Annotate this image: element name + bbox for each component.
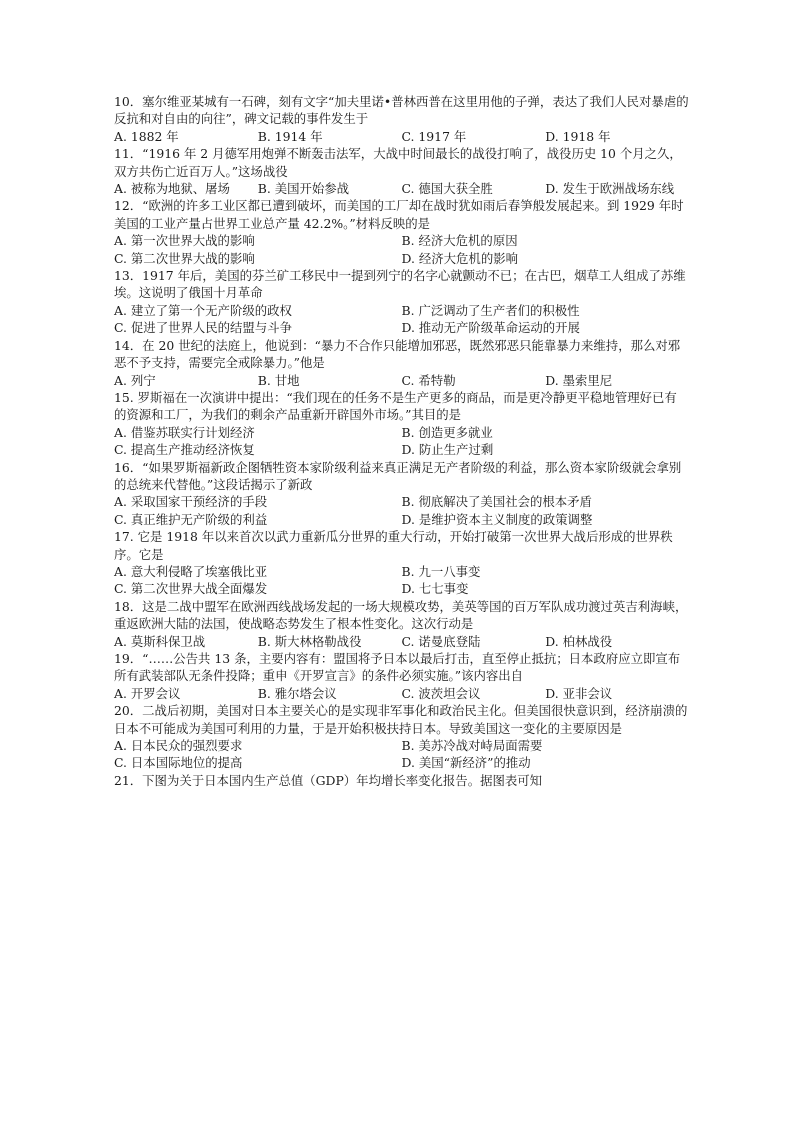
question-stem: 10．塞尔维亚某城有一石碑，刻有文字“加夫里诺•普林西普在这里用他的子弹，表达了我们人民对暴虐的反抗和对自由的向往”，碑文记载的事件发生于: [114, 94, 689, 127]
option-d: D. 柏林战役: [545, 633, 613, 649]
option-group: [114, 493, 689, 528]
option-a: A. 第一次世界大战的影响: [114, 233, 255, 249]
option-d: D. 推动无产阶级革命运动的开展: [401, 320, 580, 336]
option-b: B. 甘地: [257, 372, 300, 388]
option-a: A. 开罗会议: [114, 685, 181, 701]
option-b: B. 九一八事变: [401, 563, 481, 579]
question-list: [114, 93, 689, 789]
option-b: B. 彻底解决了美国社会的根本矛盾: [401, 494, 592, 510]
option-c: C. 第二次世界大战的影响: [114, 250, 255, 266]
question-stem: 15. 罗斯福在一次演讲中提出：“我们现在的任务不是生产更多的商品，而是更冷静更平稳地管理好已有的资源和工厂，为我们的剩余产品重新开辟国外市场。”其目的是: [114, 389, 677, 423]
option-c: C. 波茨坦会议: [401, 685, 481, 701]
option-c: C. 德国大获全胜: [401, 181, 493, 197]
option-d: D. 美国“新经济”的推动: [401, 755, 531, 771]
option-d: D. 七七事变: [401, 581, 469, 597]
option-a: A. 列宁: [114, 372, 156, 388]
option-d: D. 是维护资本主义制度的政策调整: [401, 511, 593, 527]
option-d: D. 防止生产过剩: [401, 442, 494, 458]
option-a: A. 采取国家干预经济的手段: [114, 494, 268, 510]
question-stem: 21．下图为关于日本国内生产总值（GDP）年均增长率变化报告。据图表可知: [114, 772, 543, 788]
question-13: [114, 267, 689, 337]
option-b: B. 经济大危机的原因: [401, 233, 518, 249]
option-group: [114, 737, 689, 772]
option-c: C. 促进了世界人民的结盟与斗争: [114, 320, 292, 336]
question-11: [114, 145, 689, 197]
option-a: A. 意大利侵略了埃塞俄比亚: [114, 563, 268, 579]
option-b: B. 美苏冷战对峙局面需要: [401, 738, 543, 754]
question-10: [114, 93, 689, 145]
question-stem: 20．二战后初期，美国对日本主要关心的是实现非军事化和政治民主化。但美国很快意识到，经济崩溃的日本不可能成为美国可利用的力量，于是开始积极扶持日本。导致美国这一变化的主要原因是: [114, 703, 688, 736]
option-d: D. 经济大危机的影响: [401, 250, 518, 266]
option-group: [114, 563, 689, 598]
option-group: [114, 424, 689, 459]
question-17: [114, 528, 689, 598]
option-group: [114, 685, 689, 702]
option-c: C. 诺曼底登陆: [401, 633, 481, 649]
option-a: A. 莫斯科保卫战: [114, 633, 206, 649]
option-b: B. 广泛调动了生产者们的积极性: [401, 302, 580, 318]
question-stem: 12．“欧洲的许多工业区都已遭到破坏，而美国的工厂却在战时犹如雨后春笋般发展起来。到 1929 年时美国的工业产量占世界工业总产量 42.2%。”材料反映的是: [114, 198, 684, 231]
option-d: D. 墨索里尼: [545, 372, 613, 388]
question-15: [114, 389, 689, 459]
question-stem: 19．“……公告共 13 条，主要内容有：盟国将予日本以最后打击，直至停止抵抗；日本政府应立即宣布所有武装部队无条件投降；重申《开罗宣言》的条件必须实施。”该内容出自: [114, 651, 681, 684]
option-group: [114, 232, 689, 267]
option-b: B. 雅尔塔会议: [257, 685, 337, 701]
option-group: [114, 302, 689, 337]
option-c: C. 日本国际地位的提高: [114, 755, 243, 771]
option-d: D. 发生于欧洲战场东线: [545, 181, 675, 197]
option-c: C. 希特勒: [401, 372, 456, 388]
option-c: C. 真正维护无产阶级的利益: [114, 511, 268, 527]
option-group: [114, 128, 689, 145]
question-stem: 11．“1916 年 2 月德军用炮弹不断轰击法军，大战中时间最长的战役打响了，战役历史 10 个月之久，双方共伤亡近百万人。”这场战役: [114, 146, 682, 179]
option-c: C. 提高生产推动经济恢复: [114, 442, 255, 458]
question-stem: 14．在 20 世纪的法庭上，他说到：“暴力不合作只能增加邪恶，既然邪恶只能靠暴力来维持，那么对邪恶不予支持，需要完全戒除暴力。”他是: [114, 337, 681, 371]
question-12: [114, 197, 689, 267]
option-b: B. 美国开始参战: [257, 181, 350, 197]
question-18: [114, 598, 689, 650]
option-c: C. 1917 年: [401, 128, 467, 144]
option-group: [114, 180, 689, 197]
option-a: A. 建立了第一个无产阶级的政权: [114, 302, 292, 318]
question-21: [114, 772, 689, 789]
question-stem: 17. 它是 1918 年以来首次以武力重新瓜分世界的重大行动，开始打破第一次世界大战后形成的世界秩序。它是: [114, 529, 673, 562]
question-stem: 16．“如果罗斯福新政企图牺牲资本家阶级利益来真正满足无产者阶级的利益，那么资本家阶级就会拿别的总统来代替他。”这段话揭示了新政: [114, 459, 682, 492]
option-a: A. 1882 年: [114, 128, 179, 144]
option-d: D. 亚非会议: [545, 685, 613, 701]
question-14: [114, 337, 689, 389]
option-b: B. 创造更多就业: [401, 424, 493, 440]
option-c: C. 第二次世界大战全面爆发: [114, 581, 268, 597]
question-16: [114, 459, 689, 529]
question-stem: 13．1917 年后，美国的芬兰矿工移民中一提到列宁的名字心就颤动不已；在古巴，烟草工人组成了苏维埃。这说明了俄国十月革命: [114, 268, 686, 301]
option-b: B. 1914 年: [257, 128, 323, 144]
option-a: A. 被称为地狱、屠场: [114, 181, 230, 197]
option-group: [114, 372, 689, 389]
option-a: A. 借鉴苏联实行计划经济: [114, 424, 255, 440]
question-19: [114, 650, 689, 702]
option-group: [114, 633, 689, 650]
question-stem: 18．这是二战中盟军在欧洲西线战场发起的一场大规模攻势，美英等国的百万军队成功渡过英吉利海峡，重返欧洲大陆的法国，使战略态势发生了根本性变化。这次行动是: [114, 598, 688, 632]
option-a: A. 日本民众的强烈要求: [114, 738, 243, 754]
option-d: D. 1918 年: [545, 128, 611, 144]
option-b: B. 斯大林格勒战役: [257, 633, 362, 649]
question-20: [114, 702, 689, 772]
